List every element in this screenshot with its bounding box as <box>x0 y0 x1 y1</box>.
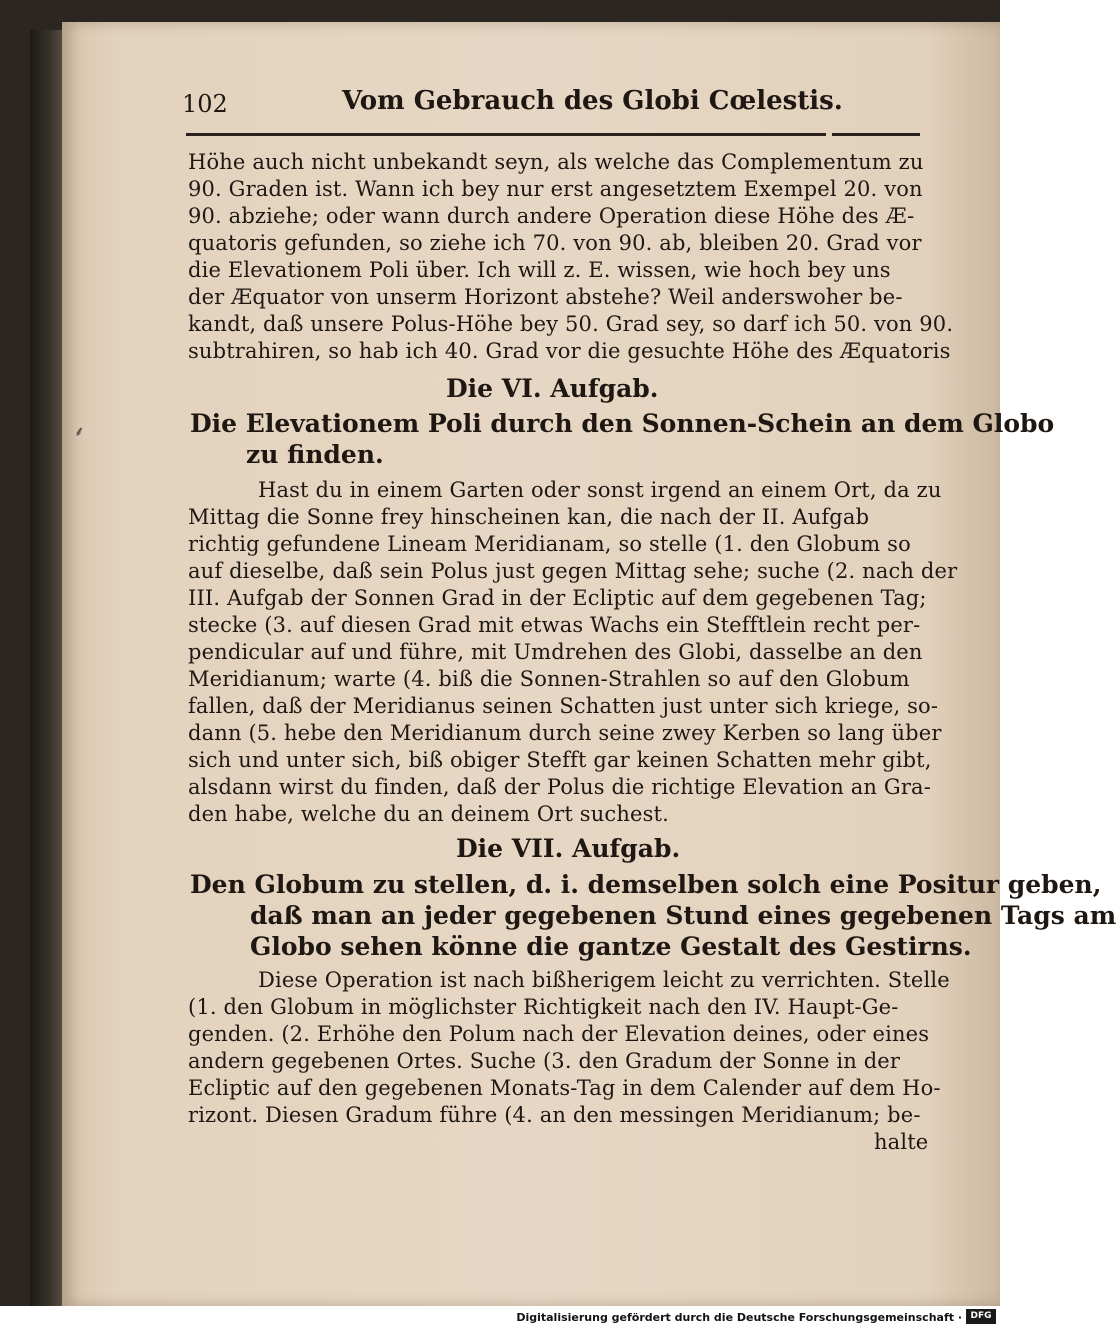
book-spine <box>30 30 64 1306</box>
text-line: quatoris gefunden, so ziehe ich 70. von 90. ab, bleiben 20. Grad vor <box>188 231 922 255</box>
text-line: (1. den Globum in möglichster Richtigkeit nach den IV. Haupt-Ge- <box>188 995 899 1019</box>
section-title-vi: Die VI. Aufgab. <box>446 374 659 403</box>
text-line: dann (5. hebe den Meridianum durch seine zwey Kerben so lang über <box>188 721 942 745</box>
text-line: andern gegebenen Ortes. Suche (3. den Gradum der Sonne in der <box>188 1049 901 1073</box>
problem-statement: daß man an jeder gegebenen Stund eines gegebenen Tags am <box>250 901 1116 930</box>
running-title: Vom Gebrauch des Globi Cœlestis. <box>342 86 843 116</box>
section-title-vii: Die VII. Aufgab. <box>456 834 681 863</box>
text-line: subtrahiren, so hab ich 40. Grad vor die gesuchte Höhe des Æquatoris <box>188 339 951 363</box>
margin-mark-icon: ⸙ <box>74 424 85 440</box>
page-number: 102 <box>182 90 228 118</box>
text-line: stecke (3. auf diesen Grad mit etwas Wachs ein Stefftlein recht per- <box>188 613 921 637</box>
text-line: Diese Operation ist nach bißherigem leicht zu verrichten. Stelle <box>258 968 950 992</box>
problem-statement: Die Elevationem Poli durch den Sonnen-Schein an dem Globo <box>190 409 1055 438</box>
header-rule <box>186 133 826 136</box>
text-line: den habe, welche du an deinem Ort suchest. <box>188 802 669 826</box>
text-line: Hast du in einem Garten oder sonst irgend an einem Ort, da zu <box>258 478 942 502</box>
text-line: die Elevationem Poli über. Ich will z. E. wissen, wie hoch bey uns <box>188 258 891 282</box>
text-line: Mittag die Sonne frey hinscheinen kan, die nach der II. Aufgab <box>188 505 870 529</box>
text-line: III. Aufgab der Sonnen Grad in der Ecliptic auf dem gegebenen Tag; <box>188 586 927 610</box>
text-line: Höhe auch nicht unbekandt seyn, als welche das Complementum zu <box>188 150 924 174</box>
problem-statement: Den Globum zu stellen, d. i. demselben solch eine Positur geben, <box>190 870 1102 899</box>
digitization-credit: Digitalisierung gefördert durch die Deutsche Forschungsgemeinschaft · <box>516 1311 962 1324</box>
text-line: Ecliptic auf den gegebenen Monats-Tag in dem Calender auf dem Ho- <box>188 1076 941 1100</box>
text-line: Meridianum; warte (4. biß die Sonnen-Strahlen so auf den Globum <box>188 667 910 691</box>
text-line: 90. abziehe; oder wann durch andere Operation diese Höhe des Æ- <box>188 204 915 228</box>
text-line: kandt, daß unsere Polus-Höhe bey 50. Grad sey, so darf ich 50. von 90. <box>188 312 954 336</box>
text-line: der Æquator von unserm Horizont abstehe? Weil anderswoher be- <box>188 285 903 309</box>
problem-statement: zu finden. <box>246 440 384 469</box>
text-line: richtig gefundene Lineam Meridianam, so stelle (1. den Globum so <box>188 532 911 556</box>
text-line: fallen, daß der Meridianus seinen Schatten just unter sich kriege, so- <box>188 694 939 718</box>
text-line: 90. Graden ist. Wann ich bey nur erst angesetztem Exempel 20. von <box>188 177 923 201</box>
text-line: alsdann wirst du finden, daß der Polus die richtige Elevation an Gra- <box>188 775 931 799</box>
text-line: sich und unter sich, biß obiger Stefft gar keinen Schatten mehr gibt, <box>188 748 932 772</box>
dfg-logo: DFG <box>966 1309 996 1324</box>
text-line: genden. (2. Erhöhe den Polum nach der Elevation deines, oder eines <box>188 1022 930 1046</box>
header-rule-right <box>832 133 920 136</box>
problem-statement: Globo sehen könne die gantze Gestalt des Gestirns. <box>250 932 972 961</box>
text-line: rizont. Diesen Gradum führe (4. an den messingen Meridianum; be- <box>188 1103 921 1127</box>
text-line: pendicular auf und führe, mit Umdrehen des Globi, dasselbe an den <box>188 640 923 664</box>
text-line: auf dieselbe, daß sein Polus just gegen Mittag sehe; suche (2. nach der <box>188 559 958 583</box>
catchword: halte <box>874 1130 929 1154</box>
